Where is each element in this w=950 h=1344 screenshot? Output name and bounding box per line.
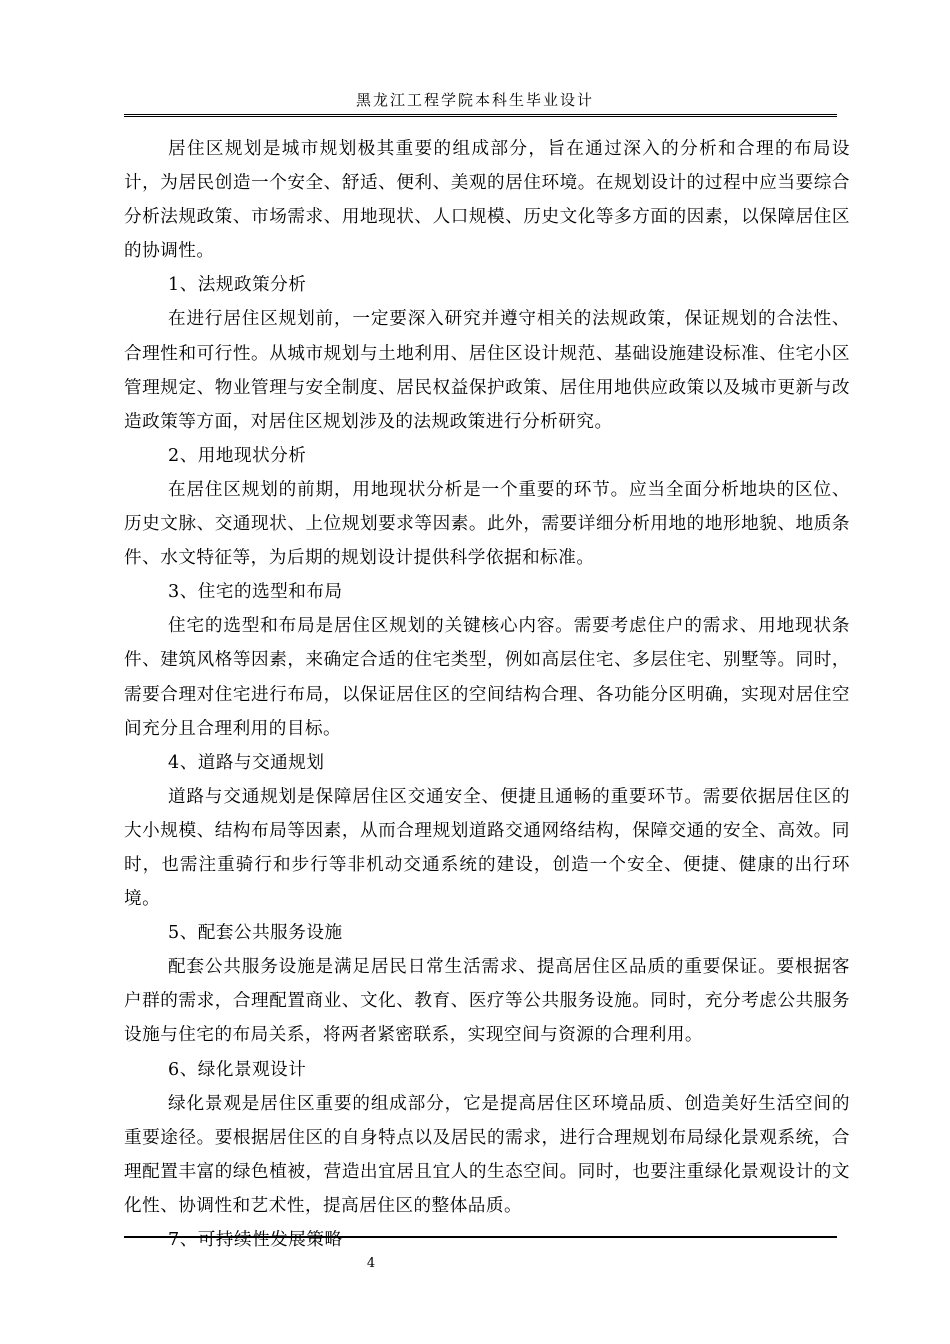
intro-paragraph: 居住区规划是城市规划极其重要的组成部分，旨在通过深入的分析和合理的布局设计，为居民创造一个安全、舒适、便利、美观的居住环境。在规划设计的过程中应当要综合分析法规政策、市场需求、用地现状、人口规模、历史文化等多方面的因素，以保障居住区的协调性。: [124, 139, 850, 262]
section-paragraph-3: 住宅的选型和布局是居住区规划的关键核心内容。需要考虑住户的需求、用地现状条件、建筑风格等因素，来确定合适的住宅类型，例如高层住宅、多层住宅、别墅等。同时，需要合理对住宅进行布局，以保证居住区的空间结构合理、各功能分区明确，实现对居住空间充分且合理利用的目标。: [124, 616, 850, 739]
body-content: [124, 132, 850, 1257]
section-paragraph-6: 绿化景观是居住区重要的组成部分，它是提高居住区环境品质、创造美好生活空间的重要途径。要根据居住区的自身特点以及居民的需求，进行合理规划布局绿化景观系统，合理配置丰富的绿色植被，营造出宜居且宜人的生态空间。同时，也要注重绿化景观设计的文化性、协调性和艺术性，提高居住区的整体品质。: [124, 1093, 850, 1216]
page-number: 4: [366, 1256, 376, 1271]
section-heading-2: 2、用地现状分析: [168, 445, 307, 466]
section-paragraph-5: 配套公共服务设施是满足居民日常生活需求、提高居住区品质的重要保证。要根据客户群的需求，合理配置商业、文化、教育、医疗等公共服务设施。同时，充分考虑公共服务设施与住宅的布局关系，将两者紧密联系，实现空间与资源的合理利用。: [124, 957, 850, 1046]
section-heading-3: 3、住宅的选型和布局: [168, 582, 343, 603]
section-paragraph-2: 在居住区规划的前期，用地现状分析是一个重要的环节。应当全面分析地块的区位、历史文脉、交通现状、上位规划要求等因素。此外，需要详细分析用地的地形地貌、地质条件、水文特征等，为后期的规划设计提供科学依据和标准。: [124, 479, 850, 569]
footer-divider: [124, 1236, 837, 1238]
section-heading-5: 5、配套公共服务设施: [168, 923, 343, 944]
header-divider: [124, 114, 837, 117]
section-heading-7: 7、可持续性发展策略: [168, 1230, 343, 1250]
section-heading-1: 1、法规政策分析: [168, 275, 307, 296]
section-paragraph-1: 在进行居住区规划前，一定要深入研究并遵守相关的法规政策，保证规划的合法性、合理性和可行性。从城市规划与土地利用、居住区设计规范、基础设施建设标准、住宅小区管理规定、物业管理与安全制度、居民权益保护政策、居住用地供应政策以及城市更新与改造政策等方面，对居住区规划涉及的法规政策进行分析研究。: [124, 309, 850, 432]
section-heading-6: 6、绿化景观设计: [168, 1059, 307, 1080]
section-heading-4: 4、道路与交通规划: [168, 752, 325, 773]
page-header-title: 黑龙江工程学院本科生毕业设计: [355, 91, 594, 109]
section-paragraph-4: 道路与交通规划是保障居住区交通安全、便捷且通畅的重要环节。需要依据居住区的大小规模、结构布局等因素，从而合理规划道路交通网络结构，保障交通的安全、高效。同时，也需注重骑行和步行等非机动交通系统的建设，创造一个安全、便捷、健康的出行环境。: [124, 786, 850, 910]
